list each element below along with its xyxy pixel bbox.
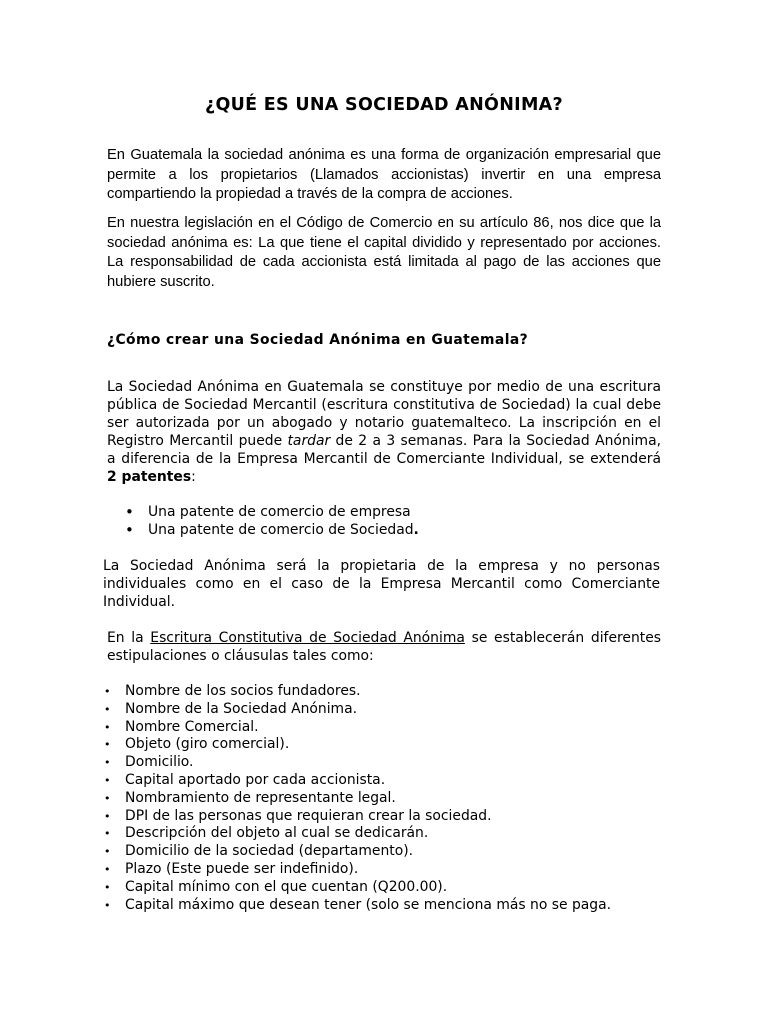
bullet-icon: • (104, 845, 111, 859)
bullet-icon: • (125, 521, 134, 539)
list-item (104, 843, 611, 861)
list-item (104, 772, 611, 790)
clause-text: Capital máximo que desean tener (solo se menciona más no se paga. (125, 896, 612, 913)
list-item (104, 861, 611, 879)
constitution-italic-word: tardar (287, 433, 331, 449)
list-item (104, 790, 611, 808)
patent-item-text: Una patente de comercio de empresa (148, 504, 411, 520)
bullet-icon: • (104, 720, 111, 734)
list-item (104, 825, 611, 843)
clause-text: Plazo (Este puede ser indefinido). (125, 860, 359, 877)
list-item (104, 879, 611, 897)
list-item (104, 701, 611, 719)
list-item (104, 683, 611, 701)
bullet-icon: • (104, 880, 111, 894)
list-item (125, 503, 419, 521)
clause-text: Descripción del objeto al cual se dedicarán. (125, 825, 429, 842)
list-item (104, 754, 611, 772)
deed-paragraph (107, 629, 661, 665)
bullet-icon: • (104, 898, 111, 912)
constitution-text-1: La Sociedad Anónima en Guatemala se constituye por medio de una escritura pública de Sociedad Mercantil (escritura constitutiva de Sociedad) la cual debe ser autorizada por un abogado y notario guatemalteco. La inscripción en el Registro Mercantil puede (107, 379, 661, 449)
bullet-icon: • (104, 685, 111, 698)
constitution-text-2: de 2 a 3 semanas. Para la Sociedad Anónima, a diferencia de la Empresa Mercantil de Comerciante Individual, se extenderá (107, 433, 662, 467)
clause-text: Objeto (giro comercial). (125, 736, 290, 753)
constitution-bold-patents: 2 patentes (107, 469, 192, 485)
clause-text: Nombramiento de representante legal. (125, 789, 396, 806)
clause-text: Nombre de la Sociedad Anónima. (125, 700, 358, 717)
deed-suffix: se establecerán diferentes estipulaciones o cláusulas tales como: (107, 630, 661, 664)
clause-text: Capital aportado por cada accionista. (125, 771, 386, 788)
bullet-icon: • (104, 827, 111, 841)
clause-text: DPI de las personas que requieran crear la sociedad. (125, 807, 492, 824)
section-heading: ¿Cómo crear una Sociedad Anónima en Guatemala? (107, 332, 529, 348)
clause-text: Nombre Comercial. (125, 718, 259, 735)
list-item (104, 897, 611, 915)
clause-text: Nombre de los socios fundadores. (125, 683, 361, 699)
list-item (104, 736, 611, 754)
bullet-icon: • (104, 756, 111, 770)
bullet-icon: • (104, 809, 111, 823)
list-item (104, 808, 611, 826)
ownership-paragraph: La Sociedad Anónima será la propietaria de la empresa y no personas individuales como en el caso de la Empresa Mercantil como Comerciante Individual. (103, 558, 660, 610)
deed-prefix: En la (107, 630, 151, 646)
clauses-list (104, 683, 611, 914)
bullet-icon: • (104, 702, 111, 716)
document-title: ¿QUÉ ES UNA SOCIEDAD ANÓNIMA? (205, 95, 563, 115)
list-item (125, 521, 419, 539)
patent-item-suffix: . (413, 522, 419, 538)
bullet-icon: • (125, 503, 134, 521)
clause-text: Domicilio. (125, 754, 194, 771)
clause-text: Capital mínimo con el que cuentan (Q200.00). (125, 878, 448, 895)
bullet-icon: • (104, 738, 111, 752)
constitution-text-3: : (191, 469, 196, 485)
bullet-icon: • (104, 773, 111, 787)
clause-text: Domicilio de la sociedad (departamento). (125, 843, 414, 860)
bullet-icon: • (104, 791, 111, 805)
intro-paragraph-2: En nuestra legislación en el Código de Comercio en su artículo 86, nos dice que la sociedad anónima es: La que tiene el capital dividido y representado por acciones. La responsabilidad de cada accionista está limitada al pago de las acciones que hubiere suscrito. (107, 215, 661, 290)
deed-link[interactable]: Escritura Constitutiva de Sociedad Anónima (150, 630, 465, 646)
constitution-paragraph (107, 378, 661, 486)
intro-paragraph-1: En Guatemala la sociedad anónima es una forma de organización empresarial que permite a los propietarios (Llamados accionistas) invertir en una empresa compartiendo la propiedad a través de la compra de acciones. (107, 147, 661, 202)
patents-list (125, 503, 419, 539)
list-item (104, 719, 611, 737)
bullet-icon: • (104, 862, 111, 876)
patent-item-text: Una patente de comercio de Sociedad (148, 522, 414, 538)
